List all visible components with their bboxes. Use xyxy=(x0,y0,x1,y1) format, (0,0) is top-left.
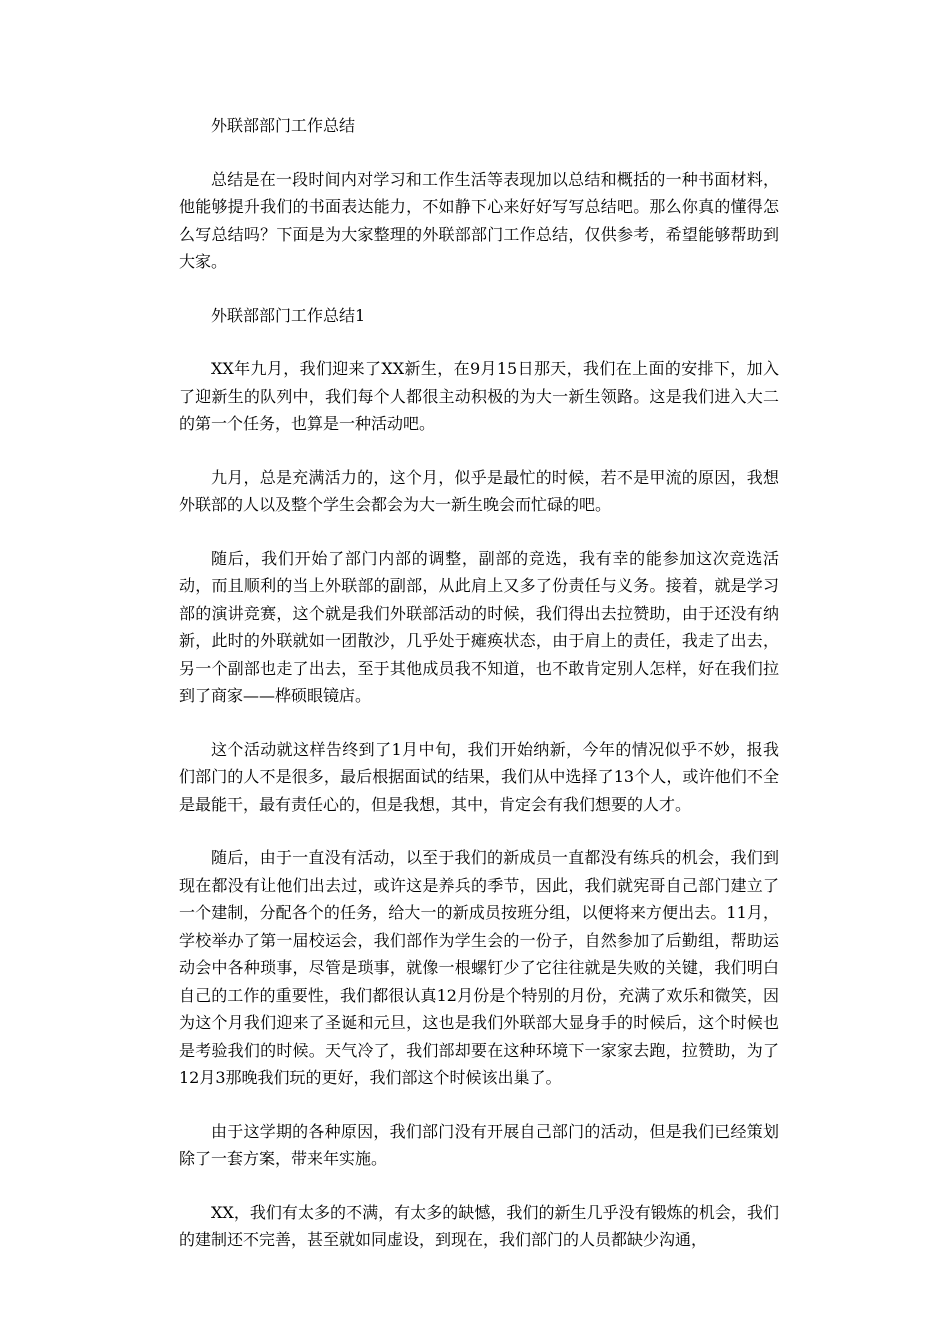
body-paragraph: 这个活动就这样告终到了1月中旬，我们开始纳新，今年的情况似乎不妙，报我们部门的人不是很多，最后根据面试的结果，我们从中选择了13个人，或许他们不全是最能干，最有责任心的，但是我想，其中，肯定会有我们想要的人才。 xyxy=(179,739,779,814)
body-paragraph: 随后，由于一直没有活动，以至于我们的新成员一直都没有练兵的机会，我们到现在都没有让他们出去过，或许这是养兵的季节，因此，我们就宪哥自己部门建立了一个建制，分配各个的任务，给大一的新成员按班分组，以便将来方便出去。11月，学校举办了第一届校运会，我们部作为学生会的一份子，自然参加了后勤组，帮助运动会中各种琐事，尽管是琐事，就像一根螺钉少了它往往就是失败的关键，我们明白自己的工作的重要性，我们都很认真12月份是个特别的月份，充满了欢乐和微笑，因为这个月我们迎来了圣诞和元旦，这也是我们外联部大显身手的时候后，这个时候也是考验我们的时候。天气冷了，我们部却要在这种环境下一家家去跑，拉赞助，为了12月3那晚我们玩的更好，我们部这个时候该出巢了。 xyxy=(179,848,779,1087)
document-title: 外联部部门工作总结 xyxy=(211,116,356,135)
document-body xyxy=(179,112,779,1280)
body-paragraph: XX，我们有太多的不满，有太多的缺憾，我们的新生几乎没有锻炼的机会，我们的建制还不完善，甚至就如同虚设，到现在，我们部门的人员都缺少沟通， xyxy=(179,1202,779,1249)
body-paragraph: 九月，总是充满活力的，这个月，似乎是最忙的时候，若不是甲流的原因，我想外联部的人以及整个学生会都会为大一新生晚会而忙碌的吧。 xyxy=(179,467,779,514)
body-paragraph: 由于这学期的各种原因，我们部门没有开展自己部门的活动，但是我们已经策划除了一套方案，带来年实施。 xyxy=(179,1121,779,1168)
section-title: 外联部部门工作总结1 xyxy=(211,305,366,325)
body-paragraph: 随后，我们开始了部门内部的调整，副部的竞选，我有幸的能参加这次竞选活动，而且顺利的当上外联部的副部，从此肩上又多了份责任与义务。接着，就是学习部的演讲竞赛，这个就是我们外联部活动的时候，我们得出去拉赞助，由于还没有纳新，此时的外联就如一团散沙，几乎处于瘫痪状态，由于肩上的责任，我走了出去，另一个副部也走了出去，至于其他成员我不知道，也不敢肯定别人怎样，好在我们拉到了商家——桦硕眼镜店。 xyxy=(179,548,779,705)
intro-paragraph: 总结是在一段时间内对学习和工作生活等表现加以总结和概括的一种书面材料，他能够提升我们的书面表达能力，不如静下心来好好写写总结吧。那么你真的懂得怎么写总结吗？下面是为大家整理的外联部部门工作总结，仅供参考，希望能够帮助到大家。 xyxy=(179,169,779,271)
body-paragraph: XX年九月，我们迎来了XX新生，在9月15日那天，我们在上面的安排下，加入了迎新生的队列中，我们每个人都很主动积极的为大一新生领路。这是我们进入大二的第一个任务，也算是一种活动吧。 xyxy=(179,359,779,433)
